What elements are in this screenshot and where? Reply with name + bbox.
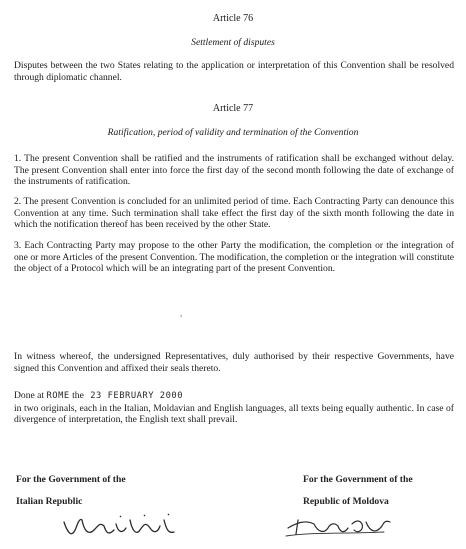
moldovan-signature xyxy=(284,510,394,542)
italian-signature xyxy=(60,508,190,546)
witness-clause: In witness whereof, the undersigned Representatives, duly authorised by their respective Governments, have signed this Convention and affixed their seals thereto. xyxy=(14,351,454,374)
stray-mark: , xyxy=(180,308,183,318)
right-signatory-line-2: Republic of Moldova xyxy=(303,496,389,507)
article-77-paragraph-1: 1. The present Convention shall be ratified and the instruments of ratification shall be exchanged without delay. The present Convention shall enter into force the first day of the second month following the date of exchange of the instruments of ratification. xyxy=(14,153,454,187)
left-signatory-line-1: For the Government of the xyxy=(16,474,126,485)
done-prefix: Done at xyxy=(14,390,45,401)
article-76-title: Article 76 xyxy=(212,13,254,24)
article-76-text: Disputes between the two States relating to the application or interpretation of this Convention shall be resolved through diplomatic channel. xyxy=(14,60,454,83)
right-signatory-line-1: For the Government of the xyxy=(303,474,413,485)
done-clause xyxy=(14,390,454,426)
article-76-subtitle: Settlement of disputes xyxy=(191,37,275,48)
done-the: the xyxy=(72,390,84,401)
done-place-handwritten: ROME xyxy=(46,391,70,401)
article-77-paragraph-2: 2. The present Convention is concluded for an unlimited period of time. Each Contracting Party can denounce this Convention at any time. Such termination shall take effect the first day of the sixth month following the date in which the notification thereof has been received by the other State. xyxy=(14,196,454,230)
done-date-handwritten: 23 FEBRUARY 2000 xyxy=(90,391,183,401)
left-signatory-line-2: Italian Republic xyxy=(16,496,83,507)
done-rest: in two originals, each in the Italian, Moldavian and English languages, all texts being equally authentic. In case of divergence of interpretation, the English text shall prevail. xyxy=(14,402,454,425)
article-77-title: Article 77 xyxy=(212,103,254,114)
article-77-subtitle: Ratification, period of validity and termination of the Convention xyxy=(107,127,359,138)
article-77-paragraph-3: 3. Each Contracting Party may propose to the other Party the modification, the completion or the integration of one or more Articles of the present Convention. The modification, the completion or the integration will constitute the object of a Protocol which will be an integrating part of the present Convention. xyxy=(14,240,454,274)
